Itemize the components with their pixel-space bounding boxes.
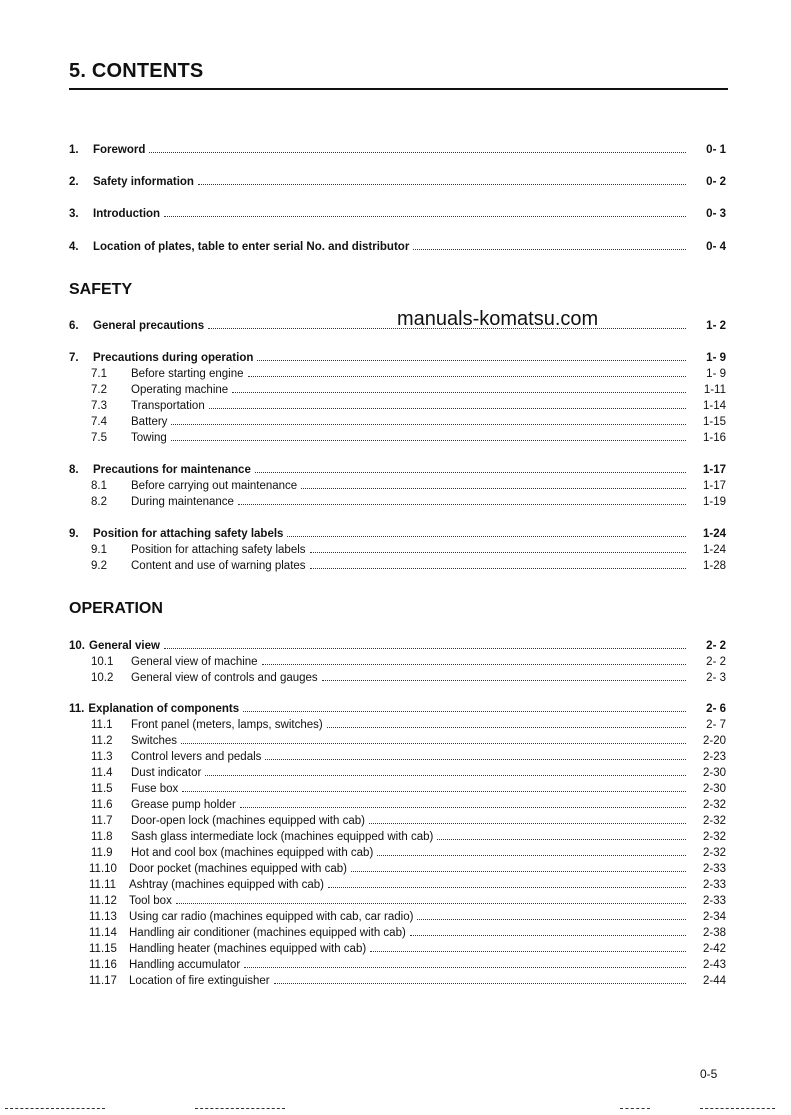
toc-entry-title: Using car radio (machines equipped with cab, car radio) [129, 911, 414, 923]
toc-leader-dots [310, 552, 686, 553]
toc-entry-page: 2-32 [702, 847, 726, 859]
toc-entry-page: 1-19 [702, 496, 726, 508]
toc-entry-title: Explanation of components [88, 703, 240, 715]
toc-leader-dots [198, 184, 686, 185]
toc-entry-page: 2-30 [702, 767, 726, 779]
toc-entry-page: 1- 9 [706, 352, 726, 364]
toc-entry-page: 2-23 [702, 751, 726, 763]
toc-leader-dots [287, 536, 686, 537]
toc-entry-page: 2-33 [702, 863, 726, 875]
toc-entry-page: 2-32 [702, 815, 726, 827]
toc-entry-number: 11.12 [89, 895, 117, 907]
toc-entry-page: 0- 3 [706, 208, 726, 220]
toc-entry-page: 1-24 [702, 544, 726, 556]
toc-entry-number: 2. [69, 176, 79, 188]
toc-entry-title: Ashtray (machines equipped with cab) [129, 879, 324, 891]
footer-page-number: 0-5 [700, 1067, 718, 1081]
toc-entry [69, 827, 726, 843]
toc-entry [69, 731, 726, 747]
toc-entry-title: Grease pump holder [131, 799, 236, 811]
toc-leader-dots [410, 935, 686, 936]
toc-leader-dots [274, 983, 686, 984]
toc-entry [69, 172, 726, 188]
toc-entry-number: 3. [69, 208, 79, 220]
toc-entry [69, 875, 726, 891]
toc-entry-number: 9.1 [91, 544, 107, 556]
toc-entry [69, 412, 726, 428]
toc-entry-page: 1-28 [702, 560, 726, 572]
toc-entry [69, 348, 726, 364]
toc-entry-page: 1-24 [702, 528, 726, 540]
toc-entry-title: Hot and cool box (machines equipped with cab) [131, 847, 374, 859]
toc-entry-number: 11.10 [89, 863, 117, 875]
toc-entry-page: 0- 1 [706, 144, 726, 156]
toc-entry-page: 1-15 [702, 416, 726, 428]
toc-entry-page: 0- 2 [706, 176, 726, 188]
toc-leader-dots [243, 711, 686, 712]
toc-entry-number: 11.16 [89, 959, 117, 971]
toc-entry-number: 11.11 [89, 879, 117, 891]
toc-entry-title: Operating machine [131, 384, 229, 396]
toc-entry [69, 955, 726, 971]
toc-entry [69, 795, 726, 811]
toc-entry [69, 396, 726, 412]
toc-entry-number: 7. [69, 352, 79, 364]
toc-entry [69, 556, 726, 572]
toc-entry-title: Handling heater (machines equipped with cab) [129, 943, 367, 955]
toc-entry-number: 11.15 [89, 943, 117, 955]
toc-entry-page: 2- 2 [706, 656, 726, 668]
toc-entry-number: 8. [69, 464, 79, 476]
toc-entry-page: 2- 2 [706, 640, 726, 652]
toc-leader-dots [208, 328, 686, 329]
toc-entry-number: 11. [69, 703, 85, 715]
toc-entry [69, 859, 726, 875]
toc-entry-number: 7.4 [91, 416, 107, 428]
toc-entry-number: 11.13 [89, 911, 117, 923]
toc-entry-page: 1-17 [702, 464, 726, 476]
toc-leader-dots [171, 440, 686, 441]
toc-entry-number: 11.5 [91, 783, 113, 795]
toc-leader-dots [171, 424, 686, 425]
toc-entry [69, 492, 726, 508]
toc-entry-title: Tool box [129, 895, 172, 907]
toc-entry-title: Location of fire extinguisher [129, 975, 270, 987]
toc-entry-number: 11.14 [89, 927, 117, 939]
toc-entry [69, 140, 726, 156]
toc-entry-number: 6. [69, 320, 79, 332]
toc-entry [69, 715, 726, 731]
toc-entry-number: 11.17 [89, 975, 117, 987]
toc-entry-title: Position for attaching safety labels [131, 544, 306, 556]
toc-entry-title: Before starting engine [131, 368, 244, 380]
toc-entry [69, 747, 726, 763]
toc-entry [69, 476, 726, 492]
toc-entry-title: Door pocket (machines equipped with cab) [129, 863, 347, 875]
toc-entry [69, 364, 726, 380]
toc-entry-page: 1-17 [702, 480, 726, 492]
toc-entry-number: 7.2 [91, 384, 107, 396]
toc-entry-page: 2-38 [702, 927, 726, 939]
toc-leader-dots [182, 791, 686, 792]
toc-entry-title: Content and use of warning plates [131, 560, 306, 572]
toc-leader-dots [164, 648, 686, 649]
bottom-rule-left [5, 1108, 105, 1109]
toc-leader-dots [149, 152, 686, 153]
toc-entry [69, 699, 726, 715]
toc-entry-number: 8.2 [91, 496, 107, 508]
toc-entry-title: During maintenance [131, 496, 234, 508]
toc-entry [69, 460, 726, 476]
toc-entry-number: 7.1 [91, 368, 107, 380]
bottom-rule-right [620, 1108, 650, 1109]
toc-entry-page: 1-14 [702, 400, 726, 412]
toc-entry-number: 1. [69, 144, 79, 156]
toc-leader-dots [377, 855, 686, 856]
toc-entry-number: 11.9 [91, 847, 113, 859]
toc-entry [69, 811, 726, 827]
toc-leader-dots [257, 360, 686, 361]
toc-entry [69, 237, 726, 253]
toc-entry [69, 316, 726, 332]
toc-leader-dots [164, 216, 686, 217]
toc-entry-title: Switches [131, 735, 178, 747]
bottom-rule-far-right [700, 1108, 775, 1109]
toc-entry-title: Front panel (meters, lamps, switches) [131, 719, 323, 731]
toc-leader-dots [328, 887, 686, 888]
toc-entry-page: 1- 9 [706, 368, 726, 380]
toc-entry-number: 8.1 [91, 480, 107, 492]
toc-entry-title: Introduction [93, 208, 161, 220]
toc-entry-page: 2- 7 [706, 719, 726, 731]
toc-entry-number: 10.1 [91, 656, 114, 668]
toc-leader-dots [301, 488, 686, 489]
toc-leader-dots [238, 504, 686, 505]
toc-entry-title: General view of controls and gauges [131, 672, 318, 684]
toc-entry-title: Foreword [93, 144, 146, 156]
toc-entry [69, 204, 726, 220]
toc-leader-dots [322, 680, 686, 681]
toc-entry-page: 2-33 [702, 879, 726, 891]
toc-leader-dots [413, 249, 686, 250]
toc-leader-dots [327, 727, 686, 728]
bottom-rule-middle [195, 1108, 285, 1109]
toc-entry-title: Handling accumulator [129, 959, 241, 971]
toc-leader-dots [351, 871, 686, 872]
toc-entry-number: 11.2 [91, 735, 113, 747]
toc-leader-dots [181, 743, 686, 744]
toc-leader-dots [417, 919, 686, 920]
watermark: manuals-komatsu.com [397, 308, 599, 330]
toc-entry-title: General view [89, 640, 160, 652]
toc-entry-number: 9.2 [91, 560, 107, 572]
toc-entry-page: 1-16 [702, 432, 726, 444]
toc-leader-dots [310, 568, 686, 569]
toc-leader-dots [176, 903, 686, 904]
toc-entry-title: General view of machine [131, 656, 258, 668]
toc-entry-title: Precautions for maintenance [93, 464, 251, 476]
toc-entry-title: Precautions during operation [93, 352, 254, 364]
toc-entry-page: 2-32 [702, 799, 726, 811]
toc-leader-dots [240, 807, 686, 808]
toc-entry-page: 2-42 [702, 943, 726, 955]
toc-entry-title: Location of plates, table to enter serial No. and distributor [93, 241, 410, 253]
toc-entry [69, 843, 726, 859]
heading-text: 5. CONTENTS [69, 60, 204, 82]
toc-leader-dots [205, 775, 686, 776]
toc-entry [69, 923, 726, 939]
toc-leader-dots [262, 664, 686, 665]
toc-entry-page: 2-30 [702, 783, 726, 795]
page-heading [69, 60, 728, 90]
toc-leader-dots [369, 823, 686, 824]
toc-entry-title: Door-open lock (machines equipped with cab) [131, 815, 365, 827]
toc-entry-title: Towing [131, 432, 167, 444]
toc-entry-number: 10.2 [91, 672, 114, 684]
toc-entry-title: Battery [131, 416, 168, 428]
section-operation: OPERATION [69, 600, 163, 617]
toc-entry-page: 2-20 [702, 735, 726, 747]
toc-entry-number: 11.6 [91, 799, 113, 811]
toc-entry-title: Dust indicator [131, 767, 202, 779]
toc-entry-page: 2-34 [702, 911, 726, 923]
toc-leader-dots [370, 951, 686, 952]
toc-entry-title: Before carrying out maintenance [131, 480, 298, 492]
toc-entry-title: Safety information [93, 176, 194, 188]
toc-entry-number: 4. [69, 241, 79, 253]
toc-entry-page: 1-11 [703, 384, 726, 396]
toc-entry [69, 540, 726, 556]
toc-leader-dots [437, 839, 686, 840]
toc-entry-title: Fuse box [131, 783, 179, 795]
toc-entry [69, 652, 726, 668]
toc-entry-title: General precautions [93, 320, 205, 332]
toc-leader-dots [248, 376, 686, 377]
toc-entry [69, 428, 726, 444]
toc-entry [69, 971, 726, 987]
toc-entry-page: 2-44 [702, 975, 726, 987]
toc-entry [69, 891, 726, 907]
toc-entry [69, 524, 726, 540]
toc-entry [69, 636, 726, 652]
toc-entry-page: 2-43 [702, 959, 726, 971]
toc-entry-number: 11.3 [91, 751, 113, 763]
toc-entry-number: 10. [69, 640, 85, 652]
toc-entry-number: 11.4 [91, 767, 113, 779]
toc-entry [69, 939, 726, 955]
toc-leader-dots [255, 472, 686, 473]
toc-entry-number: 7.5 [91, 432, 107, 444]
toc-entry-title: Position for attaching safety labels [93, 528, 284, 540]
toc-entry-title: Control levers and pedals [131, 751, 262, 763]
toc-entry-page: 2- 3 [706, 672, 726, 684]
toc-leader-dots [265, 759, 686, 760]
toc-entry [69, 380, 726, 396]
toc-entry-page: 2-32 [702, 831, 726, 843]
toc-entry-number: 9. [69, 528, 79, 540]
toc-entry [69, 763, 726, 779]
toc-entry-title: Sash glass intermediate lock (machines equipped with cab) [131, 831, 434, 843]
toc-leader-dots [232, 392, 686, 393]
toc-entry [69, 668, 726, 684]
toc-entry-title: Handling air conditioner (machines equipped with cab) [129, 927, 406, 939]
toc-entry-title: Transportation [131, 400, 205, 412]
toc-entry [69, 907, 726, 923]
toc-entry-number: 7.3 [91, 400, 107, 412]
toc-entry-number: 11.8 [91, 831, 113, 843]
toc-entry-page: 0- 4 [706, 241, 726, 253]
section-safety: SAFETY [69, 281, 133, 298]
toc-entry-page: 2-33 [702, 895, 726, 907]
toc-leader-dots [209, 408, 686, 409]
toc-entry-page: 2- 6 [706, 703, 726, 715]
toc-entry-number: 11.7 [91, 815, 113, 827]
toc-entry-number: 11.1 [91, 719, 113, 731]
toc-entry-page: 1- 2 [706, 320, 726, 332]
toc-entry [69, 779, 726, 795]
toc-leader-dots [244, 967, 686, 968]
